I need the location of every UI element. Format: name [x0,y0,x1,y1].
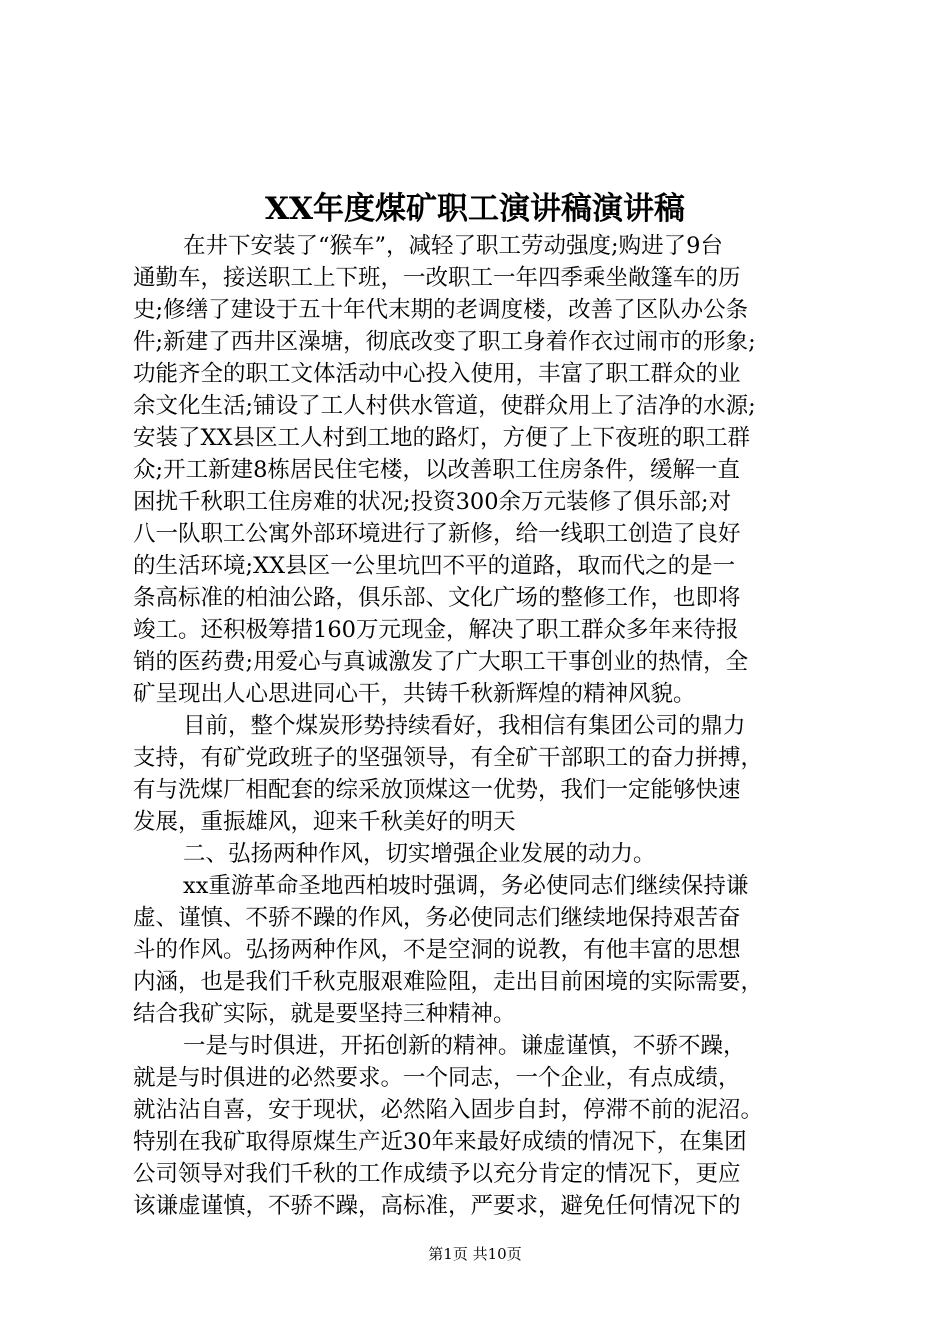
text-line-content: 八一队职工公寓外部环境进行了新修，给一线职工创造了良好 [133,521,741,547]
text-line-content: 斗的作风。弘扬两种作风，不是空洞的说教，有他丰富的思想 [133,937,741,963]
text-line [133,838,823,870]
text-line [133,390,823,422]
text-line [133,358,823,390]
text-line-content: 虚、谨慎、不骄不躁的作风，务必使同志们继续地保持艰苦奋 [133,905,741,931]
text-line [133,710,823,742]
document-title: XX年度煤矿职工演讲稿演讲稿 [264,191,686,227]
text-line [133,870,823,902]
text-line-content: 该谦虚谨慎，不骄不躁，高标准，严要求，避免任何情况下的 [133,1193,741,1219]
text-line [133,550,823,582]
text-line [133,1158,823,1190]
text-line [133,582,823,614]
text-line [133,646,823,678]
text-line-content: 余文化生活;铺设了工人村供水管道，使群众用上了洁净的水源; [133,393,756,419]
text-line-content: 特别在我矿取得原煤生产近30年来最好成绩的情况下，在集团 [133,1129,747,1155]
text-line [133,902,823,934]
text-line [133,326,823,358]
text-line-content: 目前，整个煤炭形势持续看好，我相信有集团公司的鼎力 [183,713,746,739]
text-line [133,1094,823,1126]
text-line-content: 结合我矿实际，就是要坚持三种精神。 [133,1001,516,1027]
text-line-content: 的生活环境;XX县区一公里坑凹不平的道路，取而代之的是一 [133,553,736,579]
text-line [133,230,823,262]
document-body [133,230,823,1222]
text-line-content: 支持，有矿党政班子的坚强领导，有全矿干部职工的奋力拼搏， [133,745,764,771]
text-line-content: 竣工。还积极筹措160万元现金，解决了职工群众多年来待报 [133,617,739,643]
text-line [133,614,823,646]
text-line-content: 通勤车，接送职工上下班，一改职工一年四季乘坐敞篷车的历 [133,265,741,291]
text-line [133,1190,823,1222]
text-line-content: 内涵，也是我们千秋克服艰难险阻，走出目前困境的实际需要， [133,969,764,995]
text-line [133,262,823,294]
text-line-content: xx重游革命圣地西柏坡时强调，务必使同志们继续保持谦 [183,873,749,899]
text-line-content: 在井下安装了“猴车”，减轻了职工劳动强度;购进了9台 [183,233,723,259]
text-line-content: 安装了XX县区工人村到工地的路灯，方便了上下夜班的职工群 [133,425,751,451]
text-line-content: 条高标准的柏油公路，俱乐部、文化广场的整修工作，也即将 [133,585,741,611]
text-line-content: 就沾沾自喜，安于现状，必然陷入固步自封，停滞不前的泥沼。 [133,1097,764,1123]
text-line-content: 件;新建了西井区澡塘，彻底改变了职工身着作衣过闹市的形象; [133,329,756,355]
text-line [133,422,823,454]
text-line-content: 史;修缮了建设于五十年代末期的老调度楼，改善了区队办公条 [133,297,749,323]
text-line [133,518,823,550]
text-line [133,678,823,710]
text-line-content: 二、弘扬两种作风，切实增强企业发展的动力。 [183,841,656,867]
text-line-content: 发展，重振雄风，迎来千秋美好的明天 [133,809,516,835]
text-line [133,486,823,518]
text-line-content: 一是与时俱进，开拓创新的精神。谦虚谨慎，不骄不躁， [183,1033,746,1059]
text-line [133,934,823,966]
text-line [133,998,823,1030]
text-line [133,1062,823,1094]
text-line [133,294,823,326]
page-footer: 第1页 共10页 [428,1245,522,1263]
text-line [133,774,823,806]
text-line-content: 有与洗煤厂相配套的综采放顶煤这一优势，我们一定能够快速 [133,777,741,803]
text-line [133,1126,823,1158]
text-line-content: 功能齐全的职工文体活动中心投入使用，丰富了职工群众的业 [133,361,741,387]
text-line-content: 就是与时俱进的必然要求。一个同志，一个企业，有点成绩， [133,1065,741,1091]
text-line [133,1030,823,1062]
text-line [133,806,823,838]
text-line [133,966,823,998]
text-line-content: 困扰千秋职工住房难的状况;投资300余万元装修了俱乐部;对 [133,489,732,515]
text-line [133,742,823,774]
text-line-content: 销的医药费;用爱心与真诚激发了广大职工干事创业的热情，全 [133,649,749,675]
text-line-content: 矿呈现出人心思进同心干，共铸千秋新辉煌的精神风貌。 [133,681,696,707]
text-line [133,454,823,486]
text-line-content: 众;开工新建8栋居民住宅楼，以改善职工住房条件，缓解一直 [133,457,740,483]
text-line-content: 公司领导对我们千秋的工作成绩予以充分肯定的情况下，更应 [133,1161,741,1187]
